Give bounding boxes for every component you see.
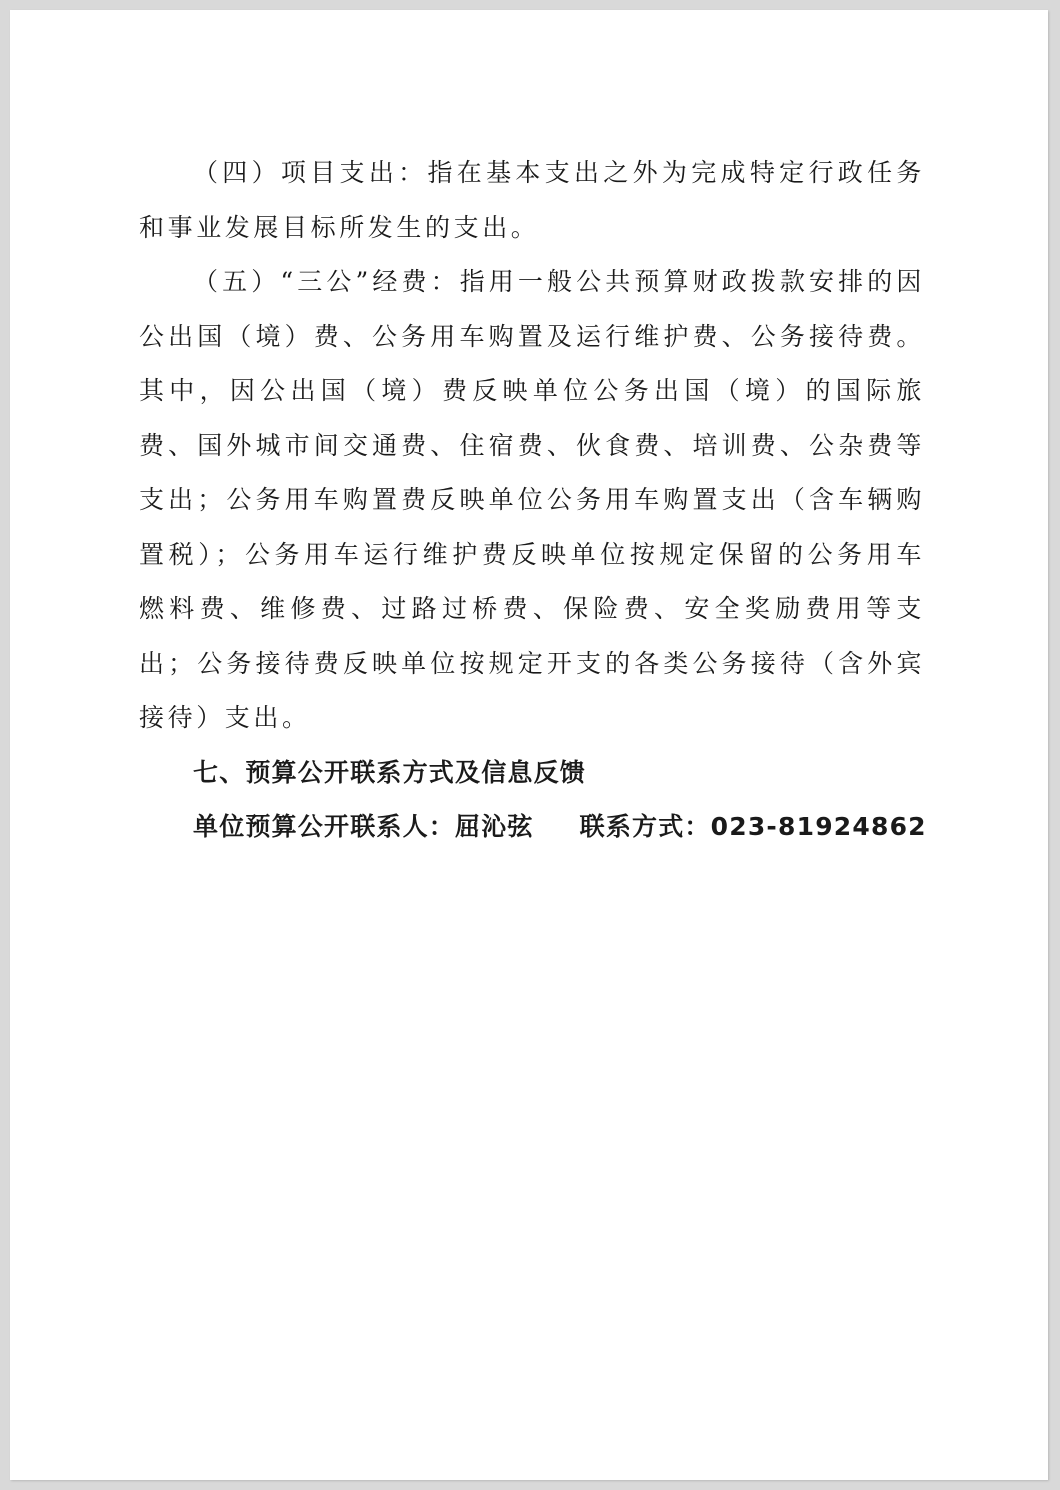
paragraph-project-expenditure: （四）项目支出：指在基本支出之外为完成特定行政任务和事业发展目标所发生的支出。: [139, 158, 925, 242]
contact-person-label: 单位预算公开联系人：: [193, 812, 456, 841]
paragraph-three-public-expenses: （五）“三公”经费：指用一般公共预算财政拨款安排的因公出国（境）费、公务用车购置及运行维护费、公务接待费。其中，因公出国（境）费反映单位公务出国（境）的国际旅费、国外城市间交通费、住宿费、伙食费、培训费、公杂费等支出；公务用车购置费反映单位公务用车购置支出（含车辆购置税）；公务用车运行维护费反映单位按规定保留的公务用车燃料费、维修费、过路过桥费、保险费、安全奖励费用等支出；公务接待费反映单位按规定开支的各类公务接待（含外宾接待）支出。: [139, 267, 925, 732]
contact-method-label: 联系方式：: [579, 812, 711, 841]
contact-line: [139, 800, 925, 855]
document-page: [10, 10, 1048, 1480]
contact-phone: 023-81924862: [710, 812, 927, 841]
document-body: [139, 146, 925, 855]
section-heading-contact: 七、预算公开联系方式及信息反馈: [193, 757, 587, 787]
contact-person-name: 屈沁弦: [455, 812, 534, 841]
